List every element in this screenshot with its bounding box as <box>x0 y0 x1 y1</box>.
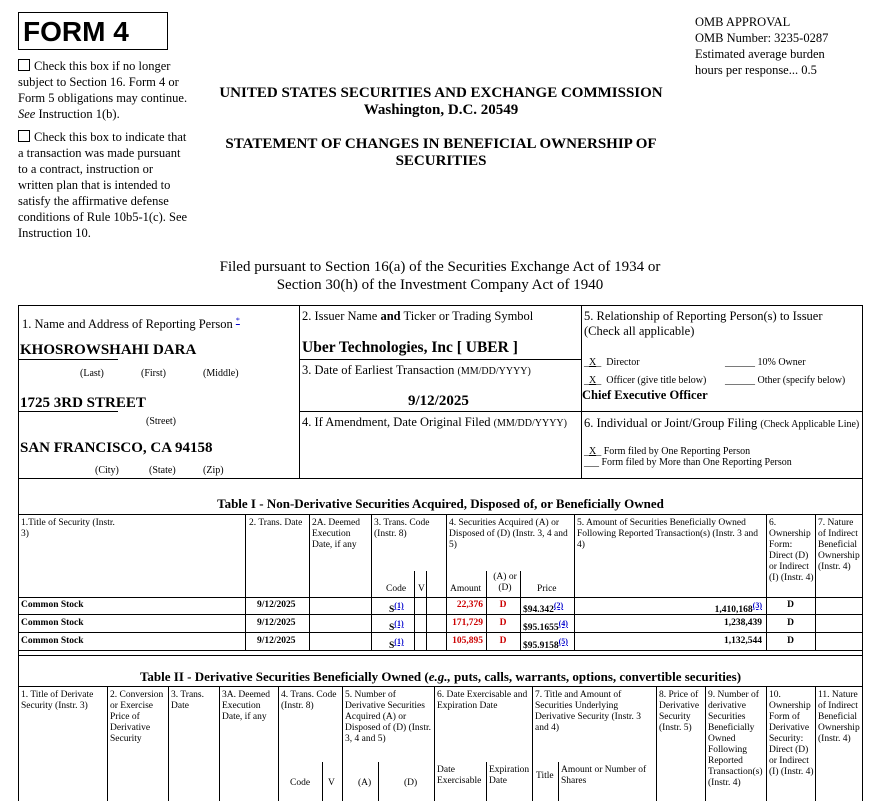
t1-row-aord-value: D <box>499 618 507 628</box>
t1-col-amount-owned: 5. Amount of Securities Beneficially Owned Following Reported Transaction(s) (Instr. 3 and 4) <box>577 518 759 550</box>
t1-sub-aord: (A) or (D) <box>493 572 517 593</box>
box2-label-a: 2. Issuer Name <box>302 309 378 323</box>
issuer-name: Uber Technologies, Inc [ UBER ] <box>302 339 518 356</box>
one-person-mark: X <box>589 446 597 457</box>
t1-row-owned-value: 1,132,544 <box>724 636 762 646</box>
other-checkbox[interactable]: ______ Other (specify below) <box>725 375 846 386</box>
t1-row-date <box>257 636 309 647</box>
checkbox-10b5-box[interactable] <box>18 130 30 142</box>
t1-sub-amount: Amount <box>450 584 482 594</box>
box1-label <box>22 313 240 332</box>
t1-row-aord <box>486 600 520 611</box>
t1-row-title <box>21 618 241 629</box>
t1-col-acquired: 4. Securities Acquired (A) or Disposed of (D) (Instr. 3, 4 and 5) <box>449 518 568 550</box>
t1-col-deemed: 2A. Deemed Execution Date, if any <box>312 518 361 550</box>
box6-label-text: 6. Individual or Joint/Group Filing <box>584 416 758 430</box>
t1-row-aord-value: D <box>499 600 507 610</box>
officer-label: Officer (give title below) <box>606 375 707 386</box>
t1-row-amount <box>446 600 483 611</box>
box5-sub: (Check all applicable) <box>584 324 695 338</box>
t1-row-aord <box>486 618 520 629</box>
t2-col-underlying: 7. Title and Amount of Securities Underlying Derivative Security (Instr. 3 and 4) <box>535 690 642 733</box>
box5-label-text: 5. Relationship of Reporting Person(s) to Issuer <box>584 309 823 323</box>
t2-sub-title: Title <box>536 771 554 781</box>
t1-row-price-footnote[interactable]: (4) <box>558 619 568 628</box>
t1-sub-v: V <box>418 584 425 594</box>
t1-row-owned <box>580 600 762 616</box>
t1-row-title-value: Common Stock <box>21 600 84 610</box>
box2-label-and: and <box>380 309 401 323</box>
t1-row-owned <box>580 636 762 647</box>
one-person-option[interactable]: _X_ Form filed by One Reporting Person <box>584 446 751 457</box>
t1-col-ownership: 6. Ownership Form: Direct (D) or Indirect (I) (Instr. 4) <box>769 518 814 583</box>
t2-col-title: 1. Title of Derivate Security (Instr. 3) <box>21 690 94 711</box>
t1-row-form <box>766 636 815 647</box>
box2-label <box>302 309 533 324</box>
owner10-label: 10% Owner <box>757 357 806 368</box>
form-title: FORM 4 <box>18 12 168 50</box>
t2-col-ownership: 10. Ownership Form of Derivative Security: Direct (D) or Indirect (I) (Instr. 4) <box>769 690 814 777</box>
box5-label <box>584 309 862 339</box>
checkbox-section16-text: Check this box if no longer subject to Section 16. Form 4 or Form 5 obligations may continue. <box>18 59 188 105</box>
checkbox-section16 <box>18 58 190 122</box>
filed-pursuant <box>180 258 700 294</box>
agency-name: UNITED STATES SECURITIES AND EXCHANGE COMMISSION <box>219 85 663 101</box>
label-first: (First) <box>141 368 166 379</box>
t1-row-price <box>523 618 575 634</box>
t2-col-price: 8. Price of Derivative Security (Instr. 5) <box>659 690 700 733</box>
agency-city: Washington, D.C. 20549 <box>363 102 519 118</box>
t1-row-amount-value: 22,376 <box>456 600 483 610</box>
street-address: 1725 3RD STREET <box>20 395 146 411</box>
officer-checkbox[interactable]: _X_ Officer (give title below) <box>584 375 707 386</box>
t1-row-title-value: Common Stock <box>21 618 84 628</box>
t1-row-code <box>389 618 414 634</box>
t2-sub-expiration: Expiration Date <box>489 765 530 786</box>
t1-row-form <box>766 600 815 611</box>
t1-row-owned-value: 1,410,168 <box>714 605 753 616</box>
table2-title <box>18 669 863 685</box>
box1-footnote-link[interactable]: * <box>235 316 240 325</box>
box3-label <box>302 363 531 378</box>
t1-row-date <box>257 600 309 611</box>
t1-row-code-footnote[interactable]: (1) <box>394 601 404 610</box>
director-label: Director <box>606 357 640 368</box>
t1-row-code-value: S <box>389 605 395 616</box>
t1-row-date-value: 9/12/2025 <box>257 636 296 646</box>
statement-title: STATEMENT OF CHANGES IN BENEFICIAL OWNERSHIP OF SECURITIES <box>225 136 657 169</box>
t1-row-price-value: $94.342 <box>523 605 554 616</box>
table2-title-b: puts, calls, warrants, options, convertible securities) <box>450 669 742 684</box>
t2-sub-a: (A) <box>358 778 372 788</box>
t1-row-form-value: D <box>787 636 794 646</box>
box4-label <box>302 415 567 430</box>
t1-row-date-value: 9/12/2025 <box>257 618 296 628</box>
t1-row-price <box>523 636 575 652</box>
city-state-zip: SAN FRANCISCO, CA 94158 <box>20 440 213 456</box>
t2-col-date: 3. Trans. Date <box>171 690 204 711</box>
t1-row-form <box>766 618 815 629</box>
t2-sub-code: Code <box>290 778 311 788</box>
t1-row-owned-footnote[interactable]: (3) <box>752 601 762 610</box>
instruction-1b: Instruction 1(b). <box>38 107 120 121</box>
t1-row-code-value: S <box>389 641 395 652</box>
t2-col-code: 4. Trans. Code (Instr. 8) <box>281 690 337 711</box>
t1-row-amount <box>446 636 483 647</box>
t2-col-deemed: 3A. Deemed Execution Date, if any <box>222 690 271 722</box>
label-middle: (Middle) <box>203 368 239 379</box>
t1-row-form-value: D <box>787 618 794 628</box>
t1-row-owned <box>580 618 762 629</box>
filed-line-1: Filed pursuant to Section 16(a) of the Securities Exchange Act of 1934 or <box>219 259 661 275</box>
t2-sub-v: V <box>328 778 335 788</box>
t1-row-price-value: $95.1655 <box>523 623 559 634</box>
t2-sub-shares: Amount or Number of Shares <box>561 765 647 786</box>
t2-col-conversion: 2. Conversion or Exercise Price of Derivative Security <box>110 690 164 744</box>
label-city: (City) <box>95 465 119 476</box>
see-word: See <box>18 107 36 121</box>
t2-col-number: 5. Number of Derivative Securities Acquired (A) or Disposed of (D) (Instr. 3, 4 and 5) <box>345 690 432 744</box>
t1-col-code: 3. Trans. Code (Instr. 8) <box>374 518 430 539</box>
t1-row-amount <box>446 618 483 629</box>
t1-row-amount-value: 105,895 <box>452 636 483 646</box>
multiple-persons-label: Form filed by More than One Reporting Person <box>601 457 792 468</box>
director-checkbox[interactable]: _X_ Director <box>584 357 640 368</box>
director-mark: X <box>589 357 597 368</box>
label-zip: (Zip) <box>203 465 224 476</box>
t1-row-code-value: S <box>389 623 395 634</box>
t1-row-code <box>389 600 414 616</box>
officer-title: Chief Executive Officer <box>582 388 708 402</box>
box6-label-sub: (Check Applicable Line) <box>760 419 860 430</box>
t1-row-code-footnote[interactable]: (1) <box>394 637 404 646</box>
table2-title-eg: e.g., <box>428 669 451 684</box>
t1-row-amount-value: 171,729 <box>452 618 483 628</box>
box1-label-text: 1. Name and Address of Reporting Person <box>22 317 233 332</box>
t1-row-date <box>257 618 309 629</box>
t1-row-price-value: $95.9158 <box>523 641 559 652</box>
t2-sub-exercisable: Date Exercisable <box>437 765 482 786</box>
box4-label-fmt: (MM/DD/YYYY) <box>493 418 567 429</box>
owner10-checkbox[interactable]: ______ 10% Owner <box>725 357 806 368</box>
t1-row-price-footnote[interactable]: (2) <box>553 601 564 610</box>
multiple-persons-option[interactable]: ___ Form filed by More than One Reporting Person <box>584 457 792 468</box>
t2-sub-d: (D) <box>404 778 418 788</box>
t1-row-code-footnote[interactable]: (1) <box>394 619 404 628</box>
t1-sub-code: Code <box>386 584 407 594</box>
t2-col-exercisable: 6. Date Exercisable and Expiration Date <box>437 690 528 711</box>
filed-line-2: Section 30(h) of the Investment Company Act of 1940 <box>276 277 604 293</box>
t1-row-aord-value: D <box>499 636 507 646</box>
box6-label <box>584 416 859 431</box>
reporting-person-name: KHOSROWSHAHI DARA <box>20 342 197 358</box>
table2-title-a: Table II - Derivative Securities Beneficially Owned ( <box>139 669 429 684</box>
one-person-label: Form filed by One Reporting Person <box>603 446 751 457</box>
t1-row-owned-value: 1,238,439 <box>724 618 762 628</box>
t1-row-price-footnote[interactable]: (5) <box>558 637 568 646</box>
label-last: (Last) <box>80 368 104 379</box>
checkbox-10b5-text: Check this box to indicate that a transaction was made pursuant to a contract, instruction or written plan that is intended to satisfy the affirmative defense conditions of Rule 10b5-1(c). See Instruction 10. <box>18 130 188 240</box>
t1-row-code <box>389 636 414 652</box>
box3-label-text: 3. Date of Earliest Transaction <box>302 363 455 377</box>
t1-row-date-value: 9/12/2025 <box>257 600 296 610</box>
t1-col-date: 2. Trans. Date <box>249 518 303 528</box>
t1-row-title-value: Common Stock <box>21 636 84 646</box>
t1-row-price <box>523 600 575 616</box>
label-street: (Street) <box>146 416 176 427</box>
label-state: (State) <box>149 465 176 476</box>
agency-header <box>200 85 682 119</box>
t1-sub-price: Price <box>537 584 557 594</box>
omb-approval: OMB APPROVAL OMB Number: 3235-0287 Estimated average burden hours per response... 0.5 <box>695 15 829 77</box>
table1-title: Table I - Non-Derivative Securities Acquired, Disposed of, or Beneficially Owned <box>217 496 664 511</box>
t1-row-aord <box>486 636 520 647</box>
t1-row-title <box>21 600 241 611</box>
checkbox-section16-box[interactable] <box>18 59 30 71</box>
box2-label-b: Ticker or Trading Symbol <box>403 309 534 323</box>
t2-col-nature: 11. Nature of Indirect Beneficial Ownership (Instr. 4) <box>818 690 860 744</box>
other-label: Other (specify below) <box>757 375 846 386</box>
earliest-transaction-date: 9/12/2025 <box>408 393 469 409</box>
officer-mark: X <box>589 375 597 386</box>
box3-label-fmt: (MM/DD/YYYY) <box>457 366 531 377</box>
t1-row-form-value: D <box>787 600 794 610</box>
t2-col-owned: 9. Number of derivative Securities Beneficially Owned Following Reported Transaction(s) (Instr. 4) <box>708 690 763 788</box>
checkbox-10b5 <box>18 129 190 241</box>
box4-label-text: 4. If Amendment, Date Original Filed <box>302 415 491 429</box>
t1-row-title <box>21 636 241 647</box>
t1-col-title: 1.Title of Security (Instr. 3) <box>21 518 115 539</box>
t1-col-nature: 7. Nature of Indirect Beneficial Ownership (Instr. 4) <box>818 518 860 572</box>
